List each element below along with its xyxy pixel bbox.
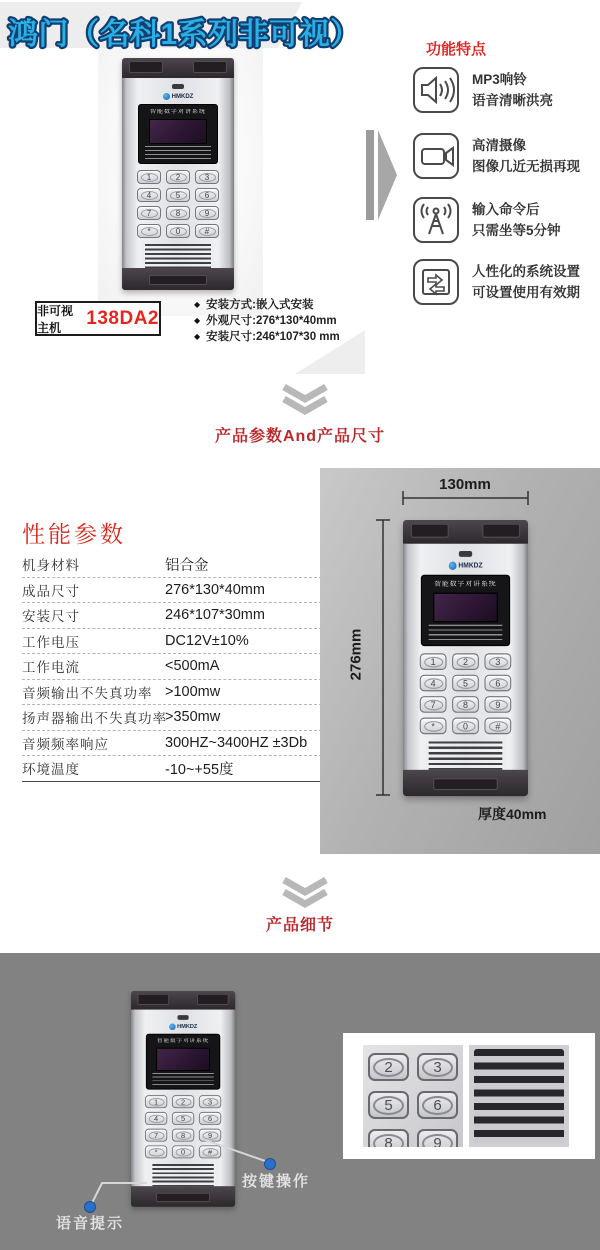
keypad-key-glyph: 8 — [373, 1134, 404, 1148]
keypad-key-glyph: 6 — [199, 191, 216, 200]
keypad-key-glyph: # — [199, 227, 216, 236]
keypad-key — [137, 188, 161, 202]
callout-dot — [265, 1159, 276, 1170]
model-label-box — [35, 301, 161, 336]
param-label: 工作电流 — [22, 660, 80, 676]
keypad-key-glyph: 2 — [456, 656, 475, 667]
brand-name: HMKDZ — [171, 93, 194, 100]
keypad-key — [166, 224, 190, 238]
keypad-key — [137, 224, 161, 238]
feature-text — [472, 199, 561, 241]
keypad-key-glyph: 8 — [175, 1131, 191, 1139]
display-panel — [421, 575, 510, 646]
keypad-key-glyph: 5 — [175, 1114, 191, 1122]
keypad-key-glyph: 5 — [373, 1096, 404, 1115]
feature-line2: 只需坐等5分钟 — [472, 223, 561, 238]
speaker-icon — [412, 66, 460, 119]
keypad-key — [420, 718, 447, 735]
display-panel — [138, 104, 218, 164]
device-top-cap — [403, 520, 528, 544]
device-bottom-cap — [122, 268, 234, 290]
brand-logo-icon — [448, 562, 456, 570]
page-title-text: 鸿门（名科1系列非可视） — [8, 18, 361, 51]
keypad-key-glyph: 0 — [170, 227, 187, 236]
keypad-key-glyph: 8 — [170, 209, 187, 218]
keypad-key-glyph: 1 — [424, 656, 443, 667]
param-value: 铝合金 — [165, 557, 209, 574]
keypad-key-glyph: 9 — [422, 1134, 453, 1148]
device-top-cap — [122, 58, 234, 78]
feature-line1: 人性化的系统设置 — [472, 264, 580, 279]
keypad-key — [166, 170, 190, 184]
install-spec-list — [194, 297, 340, 345]
right-arrow-decoration — [366, 130, 398, 220]
brand-name: HMKDZ — [458, 562, 483, 570]
chevron-down-icon — [281, 877, 329, 911]
cap-inset — [193, 61, 227, 73]
cap-inset — [411, 524, 449, 538]
keypad-key — [195, 188, 219, 202]
mic-hole — [459, 551, 472, 557]
keypad-key — [452, 696, 479, 713]
intercom-photo-hero — [122, 58, 234, 290]
keypad-key-glyph: 7 — [148, 1131, 164, 1139]
feature-text — [472, 69, 553, 111]
keypad-key-glyph: 4 — [141, 191, 158, 200]
transfer-arrows-icon — [412, 258, 460, 311]
keypad-key — [195, 224, 219, 238]
param-row — [22, 578, 322, 604]
keypad-key-glyph: 5 — [456, 678, 475, 689]
keypad-key-glyph: 8 — [456, 699, 475, 710]
param-label: 安装尺寸 — [22, 609, 80, 625]
keypad-key — [452, 653, 479, 670]
feature-line2: 图像几近无损再现 — [472, 159, 580, 174]
keypad-key-glyph: 3 — [202, 1097, 218, 1105]
keypad-key — [137, 170, 161, 184]
param-label: 工作电压 — [22, 634, 80, 650]
param-value: DC12V±10% — [165, 632, 249, 649]
param-row — [22, 731, 322, 757]
callout-lines — [0, 953, 600, 1250]
chevron-down-icon — [281, 384, 329, 418]
keypad — [403, 653, 528, 734]
param-row — [22, 603, 322, 629]
keypad-key-glyph: * — [148, 1148, 164, 1156]
keypad-key — [137, 206, 161, 220]
keypad-key — [420, 653, 447, 670]
keypad-key-glyph: * — [424, 721, 443, 732]
param-row — [22, 705, 322, 731]
feature-line2: 语音清晰洪亮 — [472, 93, 553, 108]
callout-voice-label: 语音提示 — [56, 1215, 125, 1232]
device-body — [403, 544, 528, 770]
param-row — [22, 629, 322, 655]
keypad-key — [452, 675, 479, 692]
keypad-key-glyph: 2 — [373, 1058, 404, 1077]
keypad-key-glyph: 4 — [148, 1114, 164, 1122]
speaker-grille — [429, 741, 503, 770]
dimension-height-label: 276mm — [347, 628, 365, 681]
keypad-key-glyph: 0 — [175, 1148, 191, 1156]
screen-title: 智能数字对讲系统 — [149, 109, 206, 115]
keypad-key-glyph: 9 — [199, 209, 216, 218]
keypad-key — [484, 653, 511, 670]
keypad-key — [452, 718, 479, 735]
param-label: 机身材料 — [22, 558, 80, 574]
device-bottom-cap — [403, 770, 528, 796]
param-label: 环境温度 — [22, 762, 80, 778]
keypad-key — [195, 206, 219, 220]
keypad-key-glyph: 6 — [202, 1114, 218, 1122]
param-label: 成品尺寸 — [22, 583, 80, 599]
param-label: 音频输出不失真功率 — [22, 685, 153, 701]
feature-text — [472, 261, 580, 303]
keypad-key-glyph: # — [488, 721, 507, 732]
keypad — [122, 170, 234, 238]
params-table — [22, 552, 322, 782]
keypad-key-glyph: 4 — [424, 678, 443, 689]
param-row — [22, 756, 322, 782]
param-row — [22, 552, 322, 578]
brand-logo — [122, 92, 234, 101]
keypad-key — [484, 675, 511, 692]
param-value: 246*107*30mm — [165, 607, 265, 624]
brand-logo-icon — [163, 93, 170, 100]
keypad-key — [166, 206, 190, 220]
features-title: 功能特点 — [425, 41, 486, 58]
cap-inset — [129, 61, 163, 73]
camera-icon — [412, 132, 460, 185]
feature-line1: 高清摄像 — [472, 138, 526, 153]
keypad-key — [166, 188, 190, 202]
spec-item: ◆ 安装尺寸:246*107*30 mm — [194, 329, 340, 345]
feature-text — [472, 135, 580, 177]
keypad-key — [484, 718, 511, 735]
screen-title: 智能数字对讲系统 — [434, 580, 497, 588]
mic-hole — [172, 84, 184, 89]
screen-title: 智能数字对讲系统 — [157, 1038, 210, 1045]
keypad-key-glyph: 3 — [422, 1058, 453, 1077]
param-label: 音频频率响应 — [22, 736, 109, 752]
param-row — [22, 680, 322, 706]
feature-line1: 输入命令后 — [472, 202, 540, 217]
section-heading-params: 产品参数And产品尺寸 — [214, 428, 386, 445]
keypad-key-glyph: 6 — [488, 678, 507, 689]
keypad-key — [420, 696, 447, 713]
dimensions-panel — [320, 468, 600, 854]
section-heading-details: 产品细节 — [265, 917, 334, 934]
spec-item: ◆ 外观尺寸:276*130*40mm — [194, 313, 340, 329]
keypad-key-glyph: 6 — [422, 1096, 453, 1115]
device-body — [122, 78, 234, 268]
param-label: 扬声器输出不失真功率 — [22, 711, 167, 727]
callout-keys-label: 按键操作 — [242, 1173, 311, 1190]
keypad-key-glyph: # — [202, 1148, 218, 1156]
brand-name: HMKDZ — [177, 1024, 198, 1030]
keypad-key-glyph: 5 — [170, 191, 187, 200]
keypad-key-glyph: 3 — [199, 173, 216, 182]
keypad-key-glyph: 3 — [488, 656, 507, 667]
keypad-key-glyph: 9 — [488, 699, 507, 710]
antenna-icon — [412, 196, 460, 249]
page-title — [6, 8, 426, 58]
keypad-key-glyph: 7 — [141, 209, 158, 218]
param-value: 300HZ~3400HZ ±3Db — [165, 734, 308, 751]
keypad-key — [195, 170, 219, 184]
params-title: 性能参数 — [22, 521, 126, 547]
feature-line2: 可设置使用有效期 — [472, 285, 580, 300]
cap-inset — [149, 275, 207, 285]
cap-inset — [482, 524, 520, 538]
lcd-screen — [433, 593, 498, 623]
param-value: >350mw — [165, 709, 221, 726]
model-prefix: 非可视主机 — [37, 303, 74, 335]
product-details-section — [0, 953, 600, 1250]
keypad-key-glyph: 7 — [424, 699, 443, 710]
keypad-key — [484, 696, 511, 713]
param-row — [22, 654, 322, 680]
intercom-photo-dimensioned — [403, 520, 528, 796]
param-value: >100mw — [165, 683, 221, 700]
lcd-screen — [149, 119, 207, 144]
param-value: <500mA — [165, 658, 220, 675]
keypad-key-glyph: 1 — [141, 173, 158, 182]
spec-item: ◆ 安装方式:嵌入式安装 — [194, 297, 340, 313]
keypad-key-glyph: 9 — [202, 1131, 218, 1139]
cap-inset — [433, 778, 498, 790]
speaker-grille — [145, 244, 211, 268]
instruction-text — [145, 146, 211, 159]
keypad-key — [420, 675, 447, 692]
brand-logo — [403, 560, 528, 571]
instruction-text — [429, 625, 503, 640]
keypad-key-glyph: 0 — [456, 721, 475, 732]
keypad-key-glyph: 2 — [175, 1097, 191, 1105]
model-number: 138DA2 — [86, 307, 159, 329]
param-value: 276*130*40mm — [165, 581, 265, 598]
dimension-width-label: 130mm — [439, 476, 491, 493]
keypad-key-glyph: 2 — [170, 173, 187, 182]
keypad-key-glyph: 1 — [148, 1097, 164, 1105]
feature-line1: MP3响铃 — [472, 72, 527, 87]
keypad-key-glyph: * — [141, 227, 158, 236]
param-value: -10~+55度 — [165, 761, 234, 778]
dimension-depth-label: 厚度40mm — [478, 806, 547, 822]
callout-dot — [85, 1202, 96, 1213]
